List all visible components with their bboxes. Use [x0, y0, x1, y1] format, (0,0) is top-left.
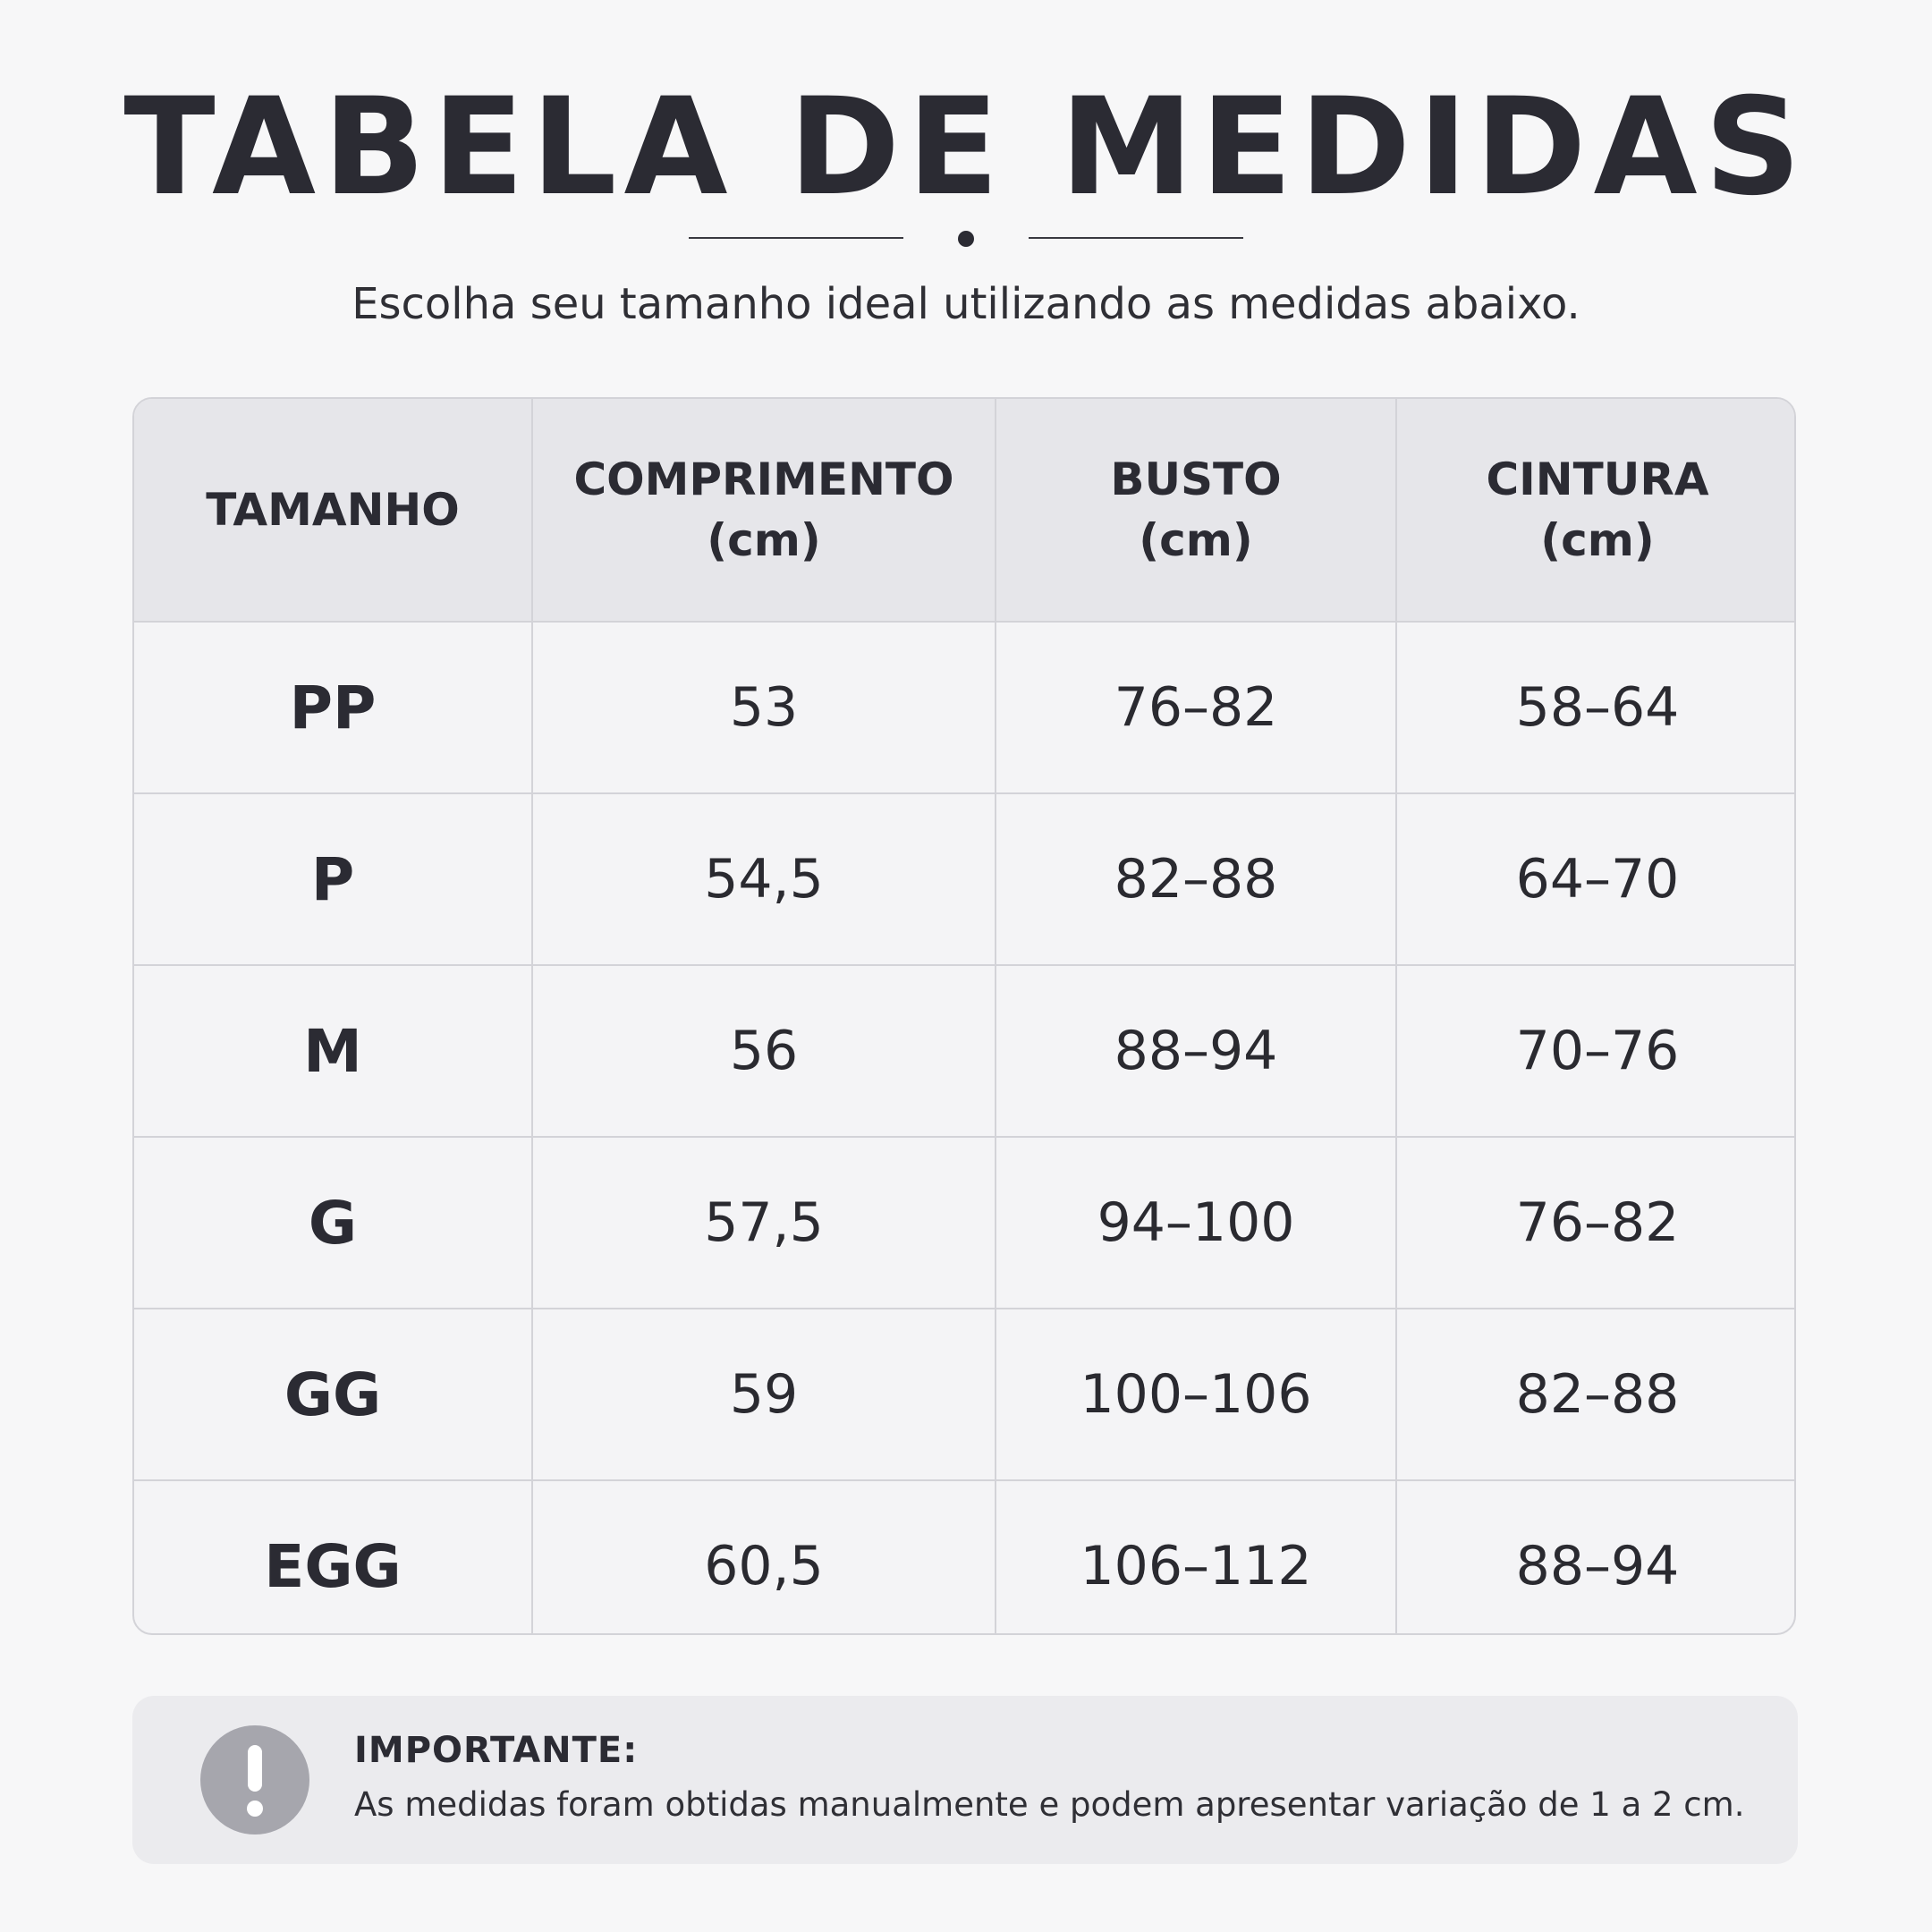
table-row [134, 1309, 1796, 1480]
size-table-grid [134, 399, 1796, 1635]
comprimento-cell: 57,5 [532, 1137, 996, 1309]
comprimento-cell: 56 [532, 965, 996, 1137]
header-tamanho [134, 399, 532, 622]
cintura-cell: 58–64 [1396, 622, 1796, 793]
header-unit: (cm) [707, 514, 821, 566]
note-text: As medidas foram obtidas manualmente e podem apresentar variação de 1 a 2 cm. [354, 1785, 1745, 1824]
size-cell: G [134, 1137, 532, 1309]
comprimento-cell: 53 [532, 622, 996, 793]
table-row [134, 1480, 1796, 1635]
size-cell: PP [134, 622, 532, 793]
cintura-cell: 64–70 [1396, 793, 1796, 965]
header-label: CINTURA [1486, 453, 1709, 505]
page-subtitle: Escolha seu tamanho ideal utilizando as medidas abaixo. [352, 279, 1580, 329]
busto-cell: 76–82 [996, 622, 1396, 793]
table-row [134, 622, 1796, 793]
cintura-cell: 70–76 [1396, 965, 1796, 1137]
page-title: TABELA DE MEDIDAS [123, 70, 1809, 225]
table-row [134, 793, 1796, 965]
header-unit: (cm) [1139, 514, 1253, 566]
cintura-cell: 88–94 [1515, 1535, 1680, 1597]
header-label: TAMANHO [206, 484, 460, 536]
header-cintura [1396, 399, 1796, 622]
comprimento-cell: 59 [532, 1309, 996, 1480]
table-row [134, 1137, 1796, 1309]
header-busto [996, 399, 1396, 622]
header-label: BUSTO [1110, 453, 1282, 505]
divider-dot [958, 231, 974, 247]
header-label: COMPRIMENTO [573, 453, 954, 505]
cintura-cell: 82–88 [1396, 1309, 1796, 1480]
cintura-cell: 76–82 [1396, 1137, 1796, 1309]
busto-cell: 88–94 [996, 965, 1396, 1137]
table-header-row [134, 399, 1796, 622]
comprimento-cell: 54,5 [532, 793, 996, 965]
exclamation-icon [200, 1725, 309, 1835]
size-cell: M [134, 965, 532, 1137]
comprimento-cell: 60,5 [532, 1480, 996, 1635]
busto-cell: 100–106 [996, 1309, 1396, 1480]
header-comprimento [532, 399, 996, 622]
header-unit: (cm) [1540, 514, 1655, 566]
size-cell: EGG [134, 1480, 532, 1635]
table-row [134, 965, 1796, 1137]
size-table [132, 397, 1796, 1635]
size-cell: P [134, 793, 532, 965]
busto-cell: 106–112 [996, 1480, 1396, 1635]
important-note [132, 1696, 1798, 1864]
divider-line-left [689, 237, 903, 239]
size-cell: GG [134, 1309, 532, 1480]
title-divider [689, 229, 1243, 247]
note-heading: IMPORTANTE: [354, 1730, 639, 1771]
busto-cell: 94–100 [996, 1137, 1396, 1309]
divider-line-right [1029, 237, 1243, 239]
busto-cell: 82–88 [996, 793, 1396, 965]
